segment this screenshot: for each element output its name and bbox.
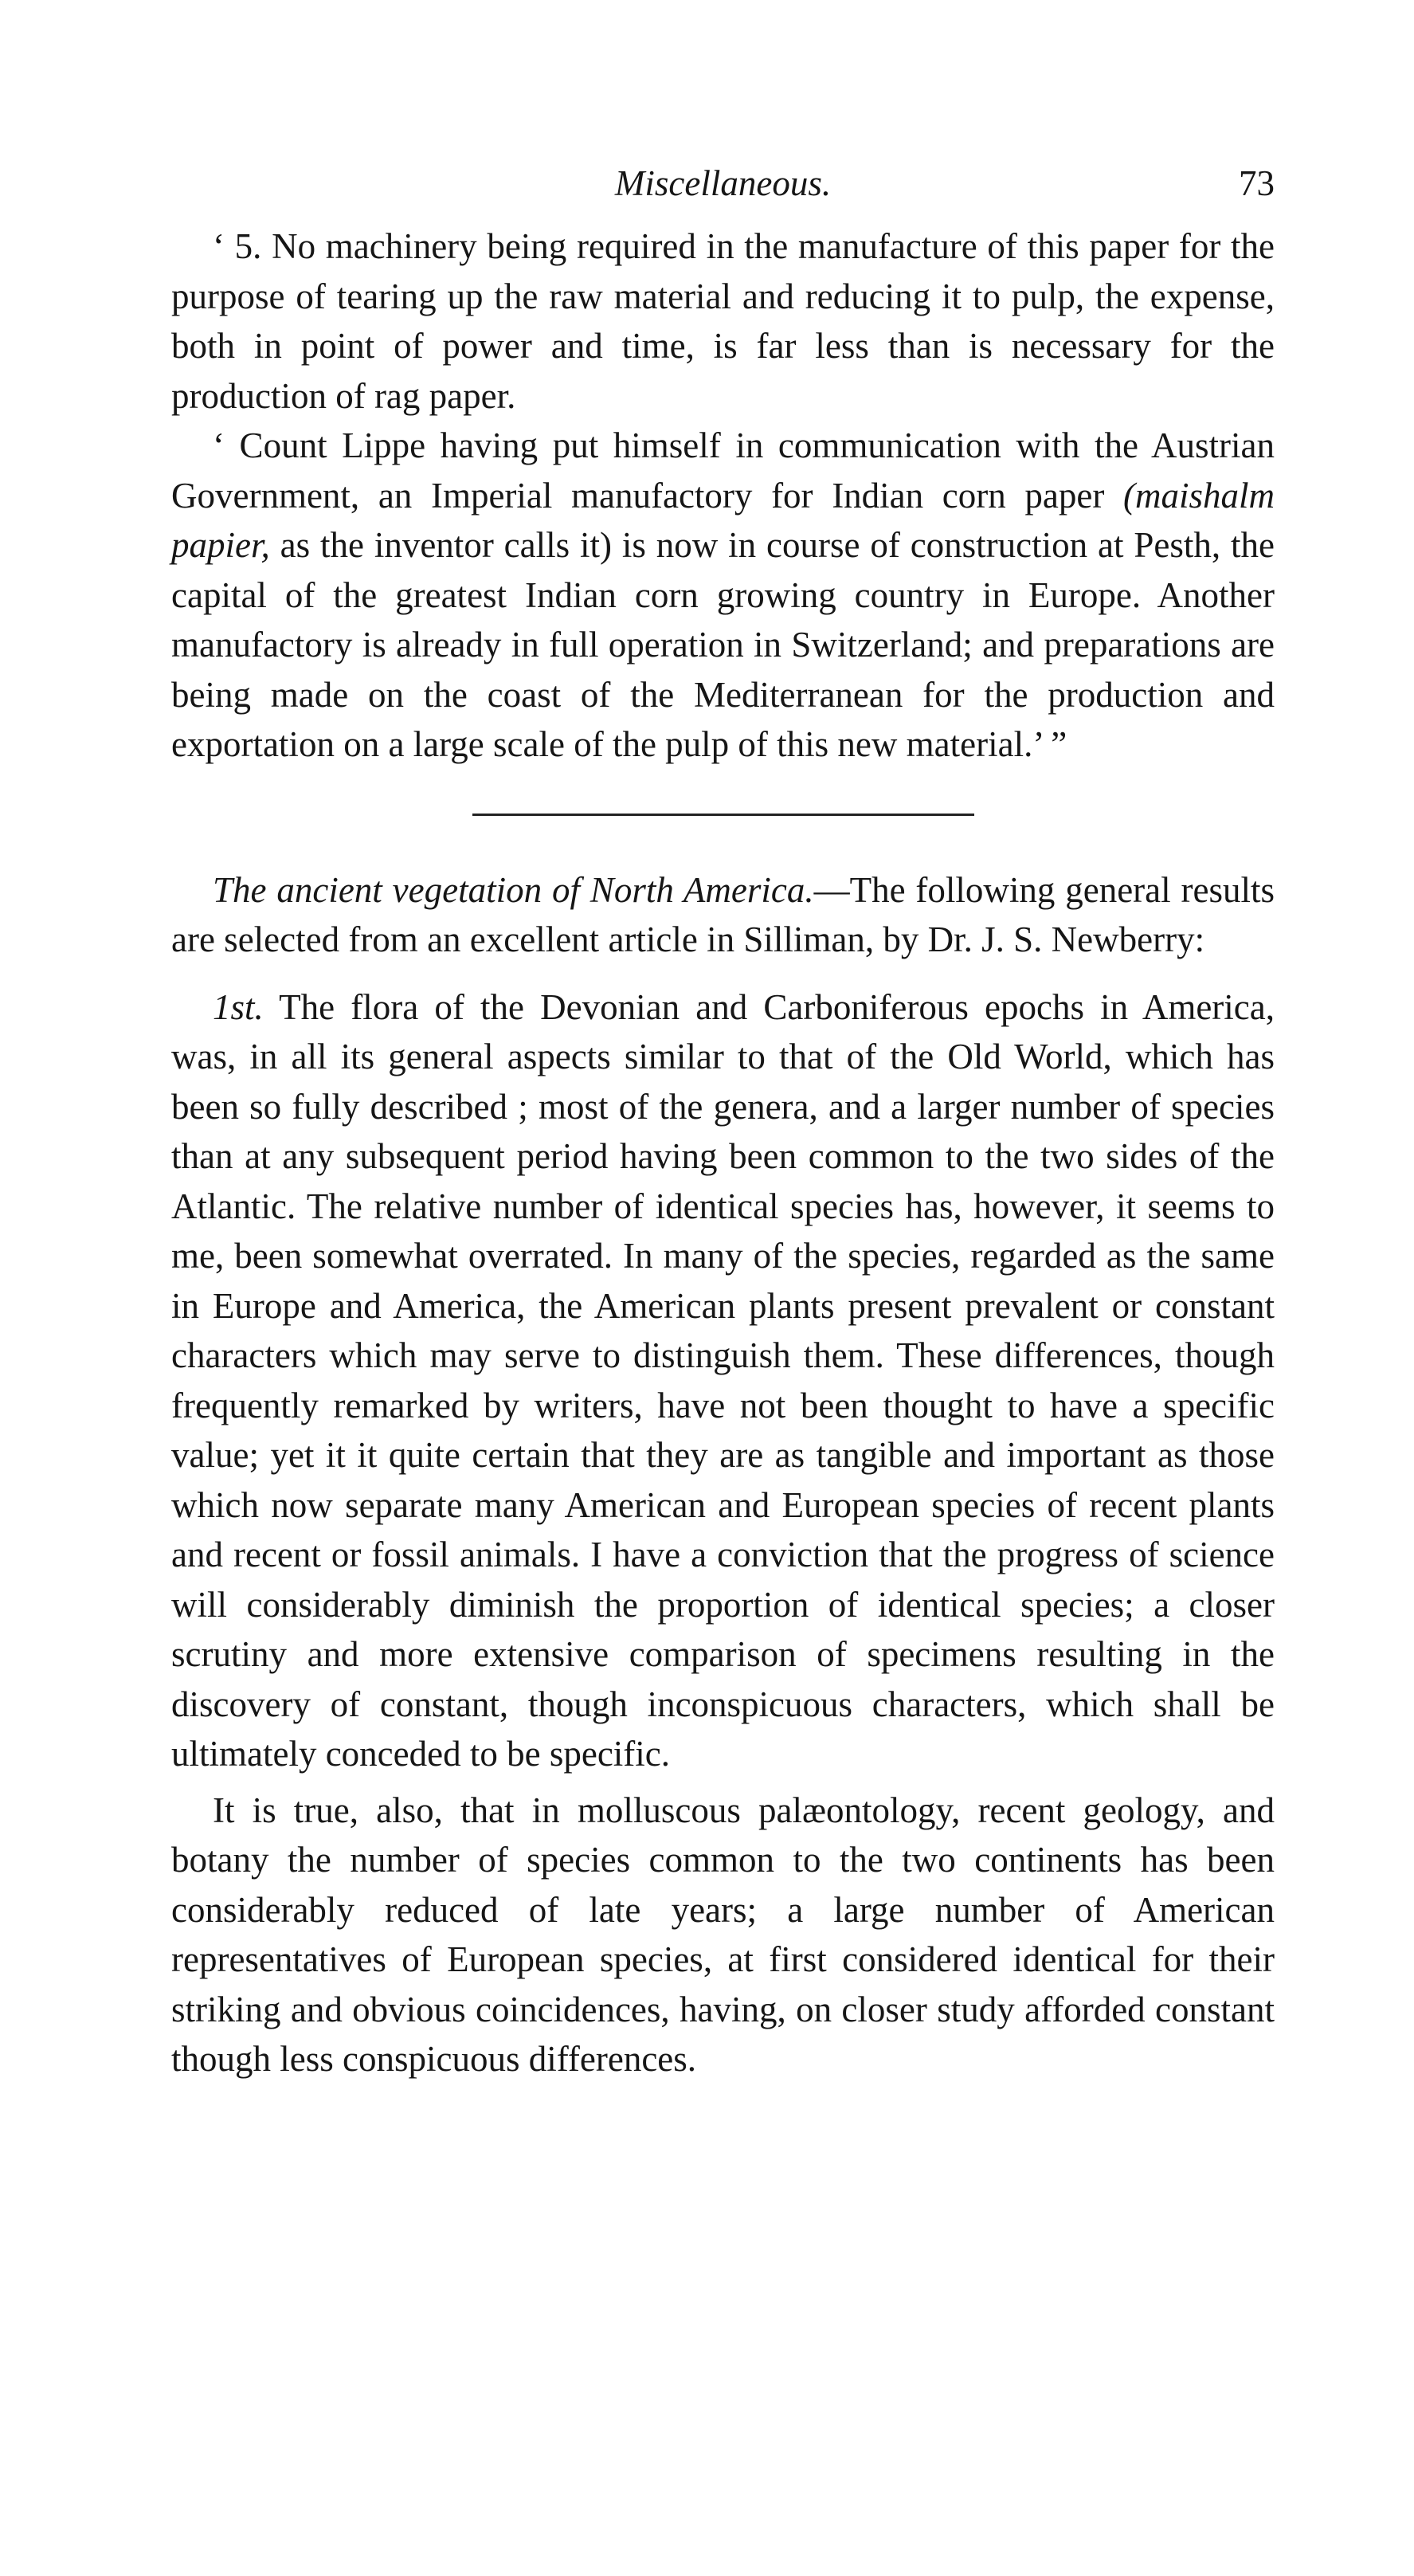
quoted-paragraph-count-lippe xyxy=(171,421,1275,770)
running-head xyxy=(171,159,1275,215)
item-marker: 1st. xyxy=(213,986,264,1027)
running-title: Miscellaneous. xyxy=(614,163,832,203)
section-divider xyxy=(472,814,974,816)
book-page xyxy=(171,159,1275,2084)
first-result-text: The flora of the Devonian and Carboniferous epochs in America, was, in all its general aspects similar to that of the Old World, which has been so fully described ; most of the genera, and a larger number of species than at any subsequent period having been common to the two sides of the Atlantic. The relative number of identical species has, however, it seems to me, been somewhat overrated. In many of the species, regarded as the same in Europe and America, the American plants present prevalent or constant characters which may serve to distinguish them. These differences, though frequently remarked by writers, have not been thought to have a specific value; yet it it quite certain that they are as tangible and important as those which now separate many American and European species of recent plants and recent or fossil animals. I have a conviction that the progress of science will considerably diminish the proportion of identical species; a closer scrutiny and more extensive comparison of specimens resulting in the discovery of constant, though inconspicuous characters, which shall be ultimately conceded to be specific. xyxy=(171,986,1275,1774)
lippe-text-start: ‘ Count Lippe having put himself in communication with the Austrian Government, an Imperial manufactory for Indian corn paper xyxy=(171,425,1275,516)
lippe-text-end: as the inventor calls it) is now in course of construction at Pesth, the capital of the greatest Indian corn growing country in Europe. Another manufactory is already in full operation in Switzerland; and preparations are being made on the coast of the Mediterranean for the production and exportation on a large scale of the pulp of this new material.’ ” xyxy=(171,525,1275,764)
second-result-paragraph: It is true, also, that in molluscous palæontology, recent geology, and botany the number of species common to the two continents has been considerably reduced of late years; a large number of American representatives of European species, at first considered identical for their striking and obvious coincidences, having, on closer study afforded constant though less conspicuous differences. xyxy=(171,1790,1275,2079)
section-lead-text: —The following general results are selected from an excellent article in Silliman, by Dr. J. S. Newberry: xyxy=(171,869,1275,959)
first-result-paragraph xyxy=(171,982,1275,1779)
page-number: 73 xyxy=(1239,163,1275,203)
section-lead-paragraph xyxy=(171,865,1275,965)
lippe-italic-term: (maishalm papier, xyxy=(171,475,1275,565)
quoted-paragraph-5: ‘ 5. No machinery being required in the manufacture of this paper for the purpose of tearing up the raw material and reducing it to pulp, the expense, both in point of power and time, is far less than is necessary for the production of rag paper. xyxy=(171,226,1275,416)
section-title: The ancient vegetation of North America. xyxy=(213,869,814,910)
